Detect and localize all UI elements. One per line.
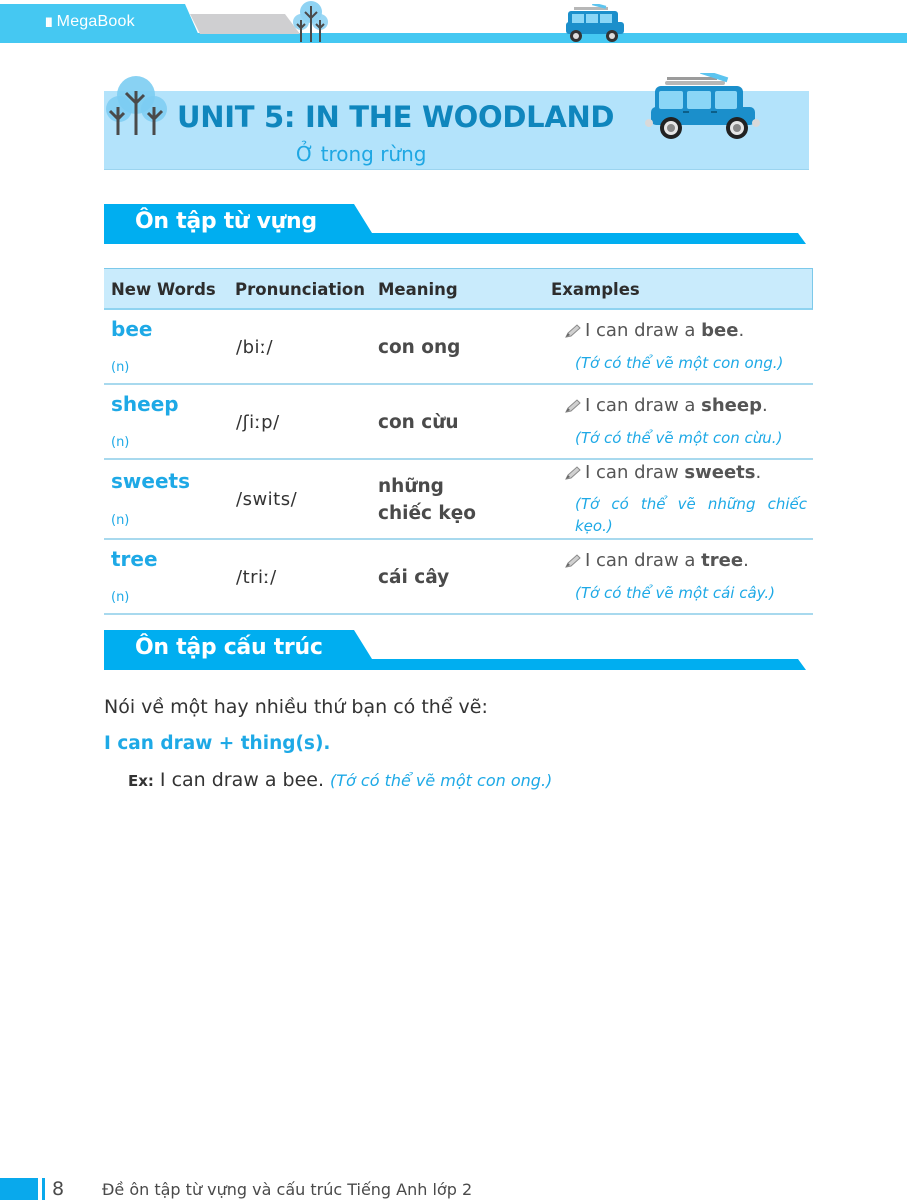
example-suffix: . — [755, 462, 762, 483]
pronunciation: /biː/ — [236, 337, 274, 358]
example-sentence — [563, 550, 808, 571]
header-grey-tab — [190, 14, 300, 34]
table-row — [104, 385, 813, 460]
column-header-new-words: New Words — [111, 280, 216, 299]
footer-divider — [42, 1178, 45, 1200]
vocab-word: sweets — [111, 469, 190, 493]
meaning: con ong — [378, 337, 461, 358]
meaning: con cừu — [378, 412, 459, 433]
structure-example — [128, 769, 552, 791]
unit-subtitle: Ở trong rừng — [296, 142, 427, 166]
pencil-icon — [563, 553, 583, 569]
footer-accent-bar — [0, 1178, 38, 1200]
part-of-speech: (n) — [111, 360, 130, 375]
meaning: cái cây — [378, 567, 450, 588]
column-header-pronunciation: Pronunciation — [235, 280, 366, 299]
unit-title: UNIT 5: IN THE WOODLAND — [177, 100, 615, 134]
example-prefix: I can draw a — [585, 550, 696, 571]
table-row — [104, 310, 813, 385]
part-of-speech: (n) — [111, 513, 130, 528]
vocab-word: bee — [111, 317, 153, 341]
top-header-band — [0, 0, 907, 46]
pencil-icon — [563, 465, 583, 481]
example-suffix: . — [738, 320, 745, 341]
column-header-examples: Examples — [551, 280, 640, 299]
example-prefix: I can draw a — [585, 320, 696, 341]
vocab-word: sheep — [111, 392, 179, 416]
section-heading-vocab — [104, 204, 806, 244]
example-keyword: sweets — [684, 462, 756, 483]
example-sentence — [563, 462, 808, 483]
example-translation: (Tớ có thể vẽ một con ong.) — [575, 354, 784, 372]
example-suffix: . — [762, 395, 768, 416]
example-prefix: I can draw a — [585, 395, 696, 416]
example-translation: (Tớ có thể vẽ một con cừu.) — [575, 429, 783, 447]
vocab-table — [104, 268, 813, 615]
example-translation: (Tớ có thể vẽ một con ong.) — [330, 771, 553, 790]
part-of-speech: (n) — [111, 590, 130, 605]
example-keyword: sheep — [701, 395, 762, 416]
trees-icon — [104, 75, 170, 141]
brand-logo — [45, 13, 135, 31]
brand-name: MegaBook — [56, 13, 135, 30]
footer-book-title: Đề ôn tập từ vựng và cấu trúc Tiếng Anh lớp 2 — [102, 1180, 473, 1199]
meaning: những chiếc kẹo — [378, 476, 476, 524]
structure-formula: I can draw + thing(s). — [104, 733, 331, 754]
example-sentence — [563, 395, 808, 416]
section-heading-structure — [104, 630, 806, 670]
example-label: Ex: — [128, 772, 154, 790]
pronunciation: /swits/ — [236, 489, 298, 510]
table-header-row — [104, 268, 813, 310]
column-header-meaning: Meaning — [378, 280, 458, 299]
pronunciation: /ʃiːp/ — [236, 412, 280, 433]
trees-icon — [290, 0, 330, 44]
example-keyword: tree — [701, 550, 744, 571]
table-row — [104, 460, 813, 540]
section-heading-label: Ôn tập cấu trúc — [135, 635, 323, 660]
pencil-icon — [563, 323, 583, 339]
structure-intro: Nói về một hay nhiều thứ bạn có thể vẽ: — [104, 696, 488, 718]
section-heading-label: Ôn tập từ vựng — [135, 209, 317, 234]
example-translation: (Tớ có thể vẽ một cái cây.) — [575, 584, 775, 602]
example-translation: (Tớ có thể vẽ những chiếc kẹo.) — [575, 495, 807, 535]
car-icon — [645, 73, 760, 141]
brand-mark-icon: III — [45, 14, 51, 30]
pronunciation: /triː/ — [236, 567, 277, 588]
table-row — [104, 540, 813, 615]
example-sentence — [563, 320, 808, 341]
example-prefix: I can draw — [585, 462, 679, 483]
pencil-icon — [563, 398, 583, 414]
car-icon — [562, 4, 628, 44]
example-text: I can draw a bee. — [159, 769, 324, 791]
page-number: 8 — [52, 1178, 65, 1200]
part-of-speech: (n) — [111, 435, 130, 450]
example-keyword: bee — [701, 320, 739, 341]
vocab-word: tree — [111, 547, 158, 571]
example-suffix: . — [743, 550, 749, 571]
